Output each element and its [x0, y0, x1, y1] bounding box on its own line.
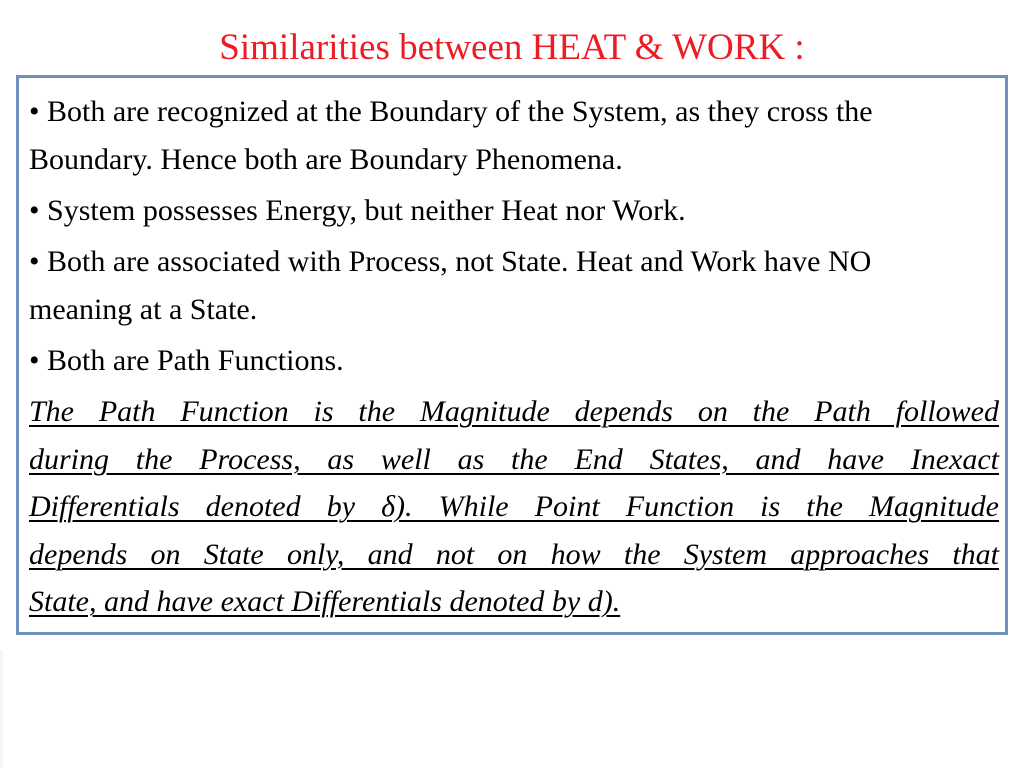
bullet-line: • Both are associated with Process, not State. Heat and Work have NO [29, 245, 872, 278]
bullet-line: • System possesses Energy, but neither Heat nor Work. [29, 194, 686, 227]
slide-edge-decoration [0, 650, 3, 768]
definition-line: The Path Function is the Magnitude depends on the Path followed [29, 395, 999, 428]
definition-line: Differentials denoted by δ). While Point Function is the Magnitude [29, 490, 999, 523]
content-body [29, 88, 999, 626]
definition-line: State, and have exact Differentials denoted by d). [29, 585, 621, 618]
content-box [16, 75, 1008, 635]
bullet-line: • Both are Path Functions. [29, 344, 344, 377]
bullet-line: • Both are recognized at the Boundary of the System, as they cross the [29, 95, 873, 128]
definition-line: during the Process, as well as the End States, and have Inexact [29, 442, 999, 476]
bullet-boundary [29, 88, 999, 184]
definition-line: depends on State only, and not on how the System approaches that [29, 537, 999, 571]
bullet-energy [29, 187, 999, 235]
bullet-process [29, 238, 999, 334]
bullet-line: meaning at a State. [29, 293, 258, 326]
bullet-path-functions [29, 337, 999, 385]
bullet-line: Boundary. Hence both are Boundary Phenomena. [29, 143, 623, 176]
path-function-definition [29, 388, 999, 626]
slide-title: Similarities between HEAT & WORK : [219, 27, 805, 68]
